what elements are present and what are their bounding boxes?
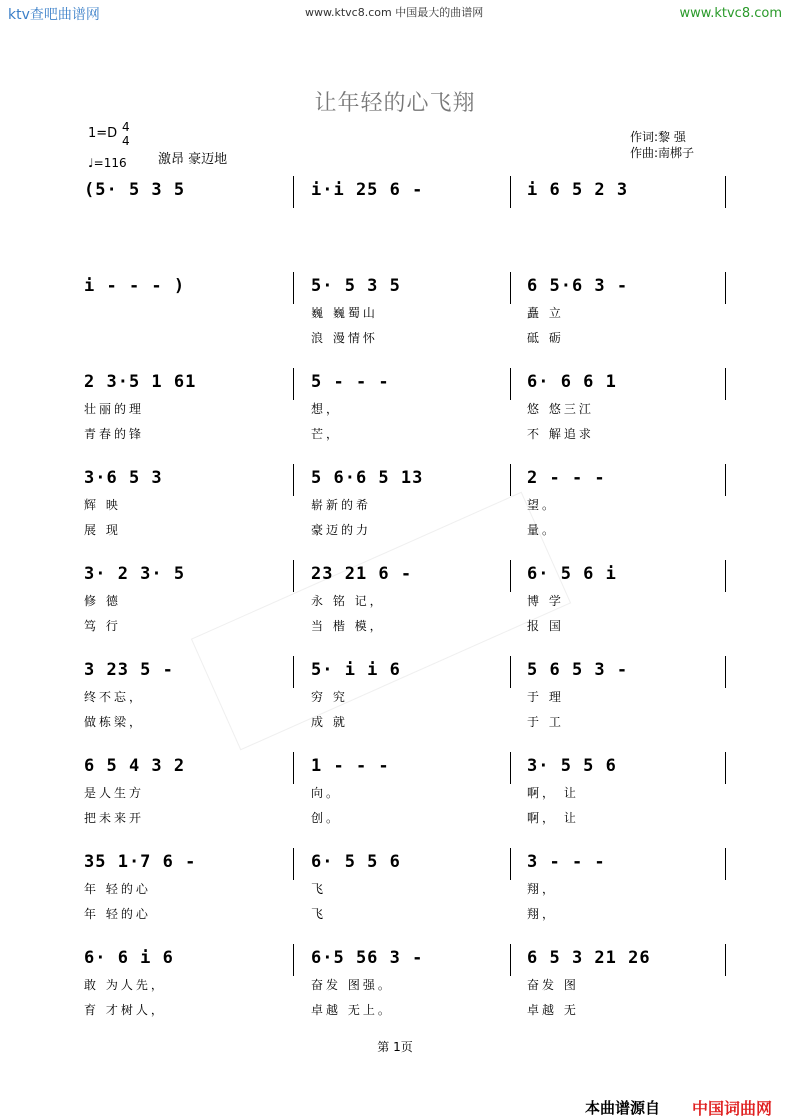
lyric-verse-1: 壮丽的理 <box>84 402 145 416</box>
barline <box>293 944 294 976</box>
lyric-verse-1: 终不忘， <box>84 690 145 704</box>
measure-notes: 5 - - - <box>311 372 390 392</box>
barline <box>510 656 511 688</box>
measure-notes: i 6 5 2 3 <box>527 180 629 200</box>
lyric-verse-2: 把未来开 <box>84 811 145 825</box>
measure-notes: i·i 25 6 - <box>311 180 424 200</box>
lyric-verse-1: 穷 究 <box>311 690 348 704</box>
barline <box>293 560 294 592</box>
lyric-verse-2: 笃 行 <box>84 619 121 633</box>
measure-notes: 6 5 4 3 2 <box>84 756 186 776</box>
barline <box>510 464 511 496</box>
lyric-verse-1: 奋发 图 <box>527 978 579 992</box>
measure-notes: 1 - - - <box>311 756 390 776</box>
tempo-mark: ♩=116 <box>88 156 127 170</box>
lyric-verse-1: 博 学 <box>527 594 564 608</box>
lyric-verse-2: 卓越 无 <box>527 1003 579 1017</box>
lyric-verse-2: 年 轻的心 <box>84 907 151 921</box>
measure-notes: 2 - - - <box>527 468 606 488</box>
measure-notes: 5 6 5 3 - <box>527 660 629 680</box>
lyric-verse-2: 豪迈的力 <box>311 523 372 537</box>
lyric-verse-2: 不 解追求 <box>527 427 594 441</box>
lyric-verse-2: 飞 <box>311 907 327 921</box>
lyric-verse-2: 量。 <box>527 523 558 537</box>
measure-notes: 6 5·6 3 - <box>527 276 629 296</box>
measure-notes: 5· i i 6 <box>311 660 401 680</box>
lyric-verse-2: 于 工 <box>527 715 564 729</box>
barline <box>510 848 511 880</box>
lyric-verse-2: 砥 砺 <box>527 331 564 345</box>
measure-notes: i - - - ) <box>84 276 186 296</box>
measure-notes: (5· 5 3 5 <box>84 180 186 200</box>
measure-notes: 3 23 5 - <box>84 660 174 680</box>
lyric-verse-1: 啊， 让 <box>527 786 579 800</box>
barline <box>510 272 511 304</box>
lyric-verse-1: 向。 <box>311 786 342 800</box>
time-signature: 4 4 <box>122 120 130 148</box>
expression-mark: 激昂 豪迈地 <box>158 152 228 167</box>
measure-notes: 2 3·5 1 61 <box>84 372 197 392</box>
lyric-verse-2: 当 楷 模， <box>311 619 385 633</box>
lyric-verse-2: 啊， 让 <box>527 811 579 825</box>
lyric-verse-2: 创。 <box>311 811 342 825</box>
measure-notes: 6·5 56 3 - <box>311 948 424 968</box>
barline <box>293 656 294 688</box>
lyric-verse-1: 是人生方 <box>84 786 145 800</box>
lyric-verse-1: 年 轻的心 <box>84 882 151 896</box>
barline <box>293 272 294 304</box>
barline <box>293 176 294 208</box>
lyric-verse-2: 青春的锋 <box>84 427 145 441</box>
measure-notes: 23 21 6 - <box>311 564 413 584</box>
barline <box>725 848 726 880</box>
barline <box>725 272 726 304</box>
barline <box>725 752 726 784</box>
lyric-verse-1: 巍 巍蜀山 <box>311 306 378 320</box>
measure-notes: 5· 5 3 5 <box>311 276 401 296</box>
footer-site[interactable]: 中国词曲网 <box>692 1099 773 1118</box>
lyric-verse-2: 芒， <box>311 427 342 441</box>
lyric-verse-1: 辉 映 <box>84 498 121 512</box>
lyric-verse-2: 育 才树人， <box>84 1003 166 1017</box>
lyric-verse-1: 想， <box>311 402 342 416</box>
measure-notes: 6· 5 5 6 <box>311 852 401 872</box>
barline <box>293 752 294 784</box>
barline <box>725 656 726 688</box>
lyric-verse-2: 翔， <box>527 907 558 921</box>
lyric-verse-1: 飞 <box>311 882 327 896</box>
barline <box>725 368 726 400</box>
footer-source: 本曲谱源自 <box>585 1099 661 1117</box>
lyric-verse-2: 报 国 <box>527 619 564 633</box>
measure-notes: 3· 5 5 6 <box>527 756 617 776</box>
lyric-verse-1: 敢 为人先， <box>84 978 166 992</box>
measure-notes: 35 1·7 6 - <box>84 852 197 872</box>
lyric-verse-1: 矗 立 <box>527 306 564 320</box>
barline <box>725 944 726 976</box>
barline <box>510 368 511 400</box>
lyric-verse-1: 望。 <box>527 498 558 512</box>
measure-notes: 5 6·6 5 13 <box>311 468 424 488</box>
barline <box>293 464 294 496</box>
lyric-verse-1: 奋发 图强。 <box>311 978 393 992</box>
lyric-verse-1: 翔， <box>527 882 558 896</box>
measure-notes: 3·6 5 3 <box>84 468 163 488</box>
barline <box>725 560 726 592</box>
key-signature: 1=D <box>88 126 118 141</box>
barline <box>510 176 511 208</box>
header-site-right[interactable]: www.ktvc8.com <box>679 6 782 21</box>
lyric-verse-1: 崭新的希 <box>311 498 372 512</box>
header-center: www.ktvc8.com 中国最大的曲谱网 <box>305 6 484 19</box>
lyric-verse-1: 修 德 <box>84 594 121 608</box>
lyric-verse-2: 浪 漫情怀 <box>311 331 378 345</box>
song-title: 让年轻的心飞翔 <box>314 91 476 116</box>
measure-notes: 6· 5 6 i <box>527 564 617 584</box>
header-site-left[interactable]: ktv查吧曲谱网 <box>8 7 100 23</box>
barline <box>293 848 294 880</box>
lyric-verse-1: 永 铭 记， <box>311 594 385 608</box>
composer: 作曲:南梆子 <box>630 146 695 160</box>
barline <box>510 752 511 784</box>
barline <box>293 368 294 400</box>
lyric-verse-2: 展 现 <box>84 523 121 537</box>
measure-notes: 6· 6 i 6 <box>84 948 174 968</box>
barline <box>725 464 726 496</box>
lyric-verse-1: 悠 悠三江 <box>527 402 594 416</box>
barline <box>510 560 511 592</box>
lyric-verse-2: 卓越 无上。 <box>311 1003 393 1017</box>
lyric-verse-1: 于 理 <box>527 690 564 704</box>
barline <box>725 176 726 208</box>
measure-notes: 3 - - - <box>527 852 606 872</box>
page-number: 第 1页 <box>377 1040 413 1054</box>
measure-notes: 3· 2 3· 5 <box>84 564 186 584</box>
measure-notes: 6 5 3 21 26 <box>527 948 651 968</box>
barline <box>510 944 511 976</box>
lyricist: 作词:黎 强 <box>630 130 686 144</box>
lyric-verse-2: 做栋梁， <box>84 715 145 729</box>
lyric-verse-2: 成 就 <box>311 715 348 729</box>
measure-notes: 6· 6 6 1 <box>527 372 617 392</box>
